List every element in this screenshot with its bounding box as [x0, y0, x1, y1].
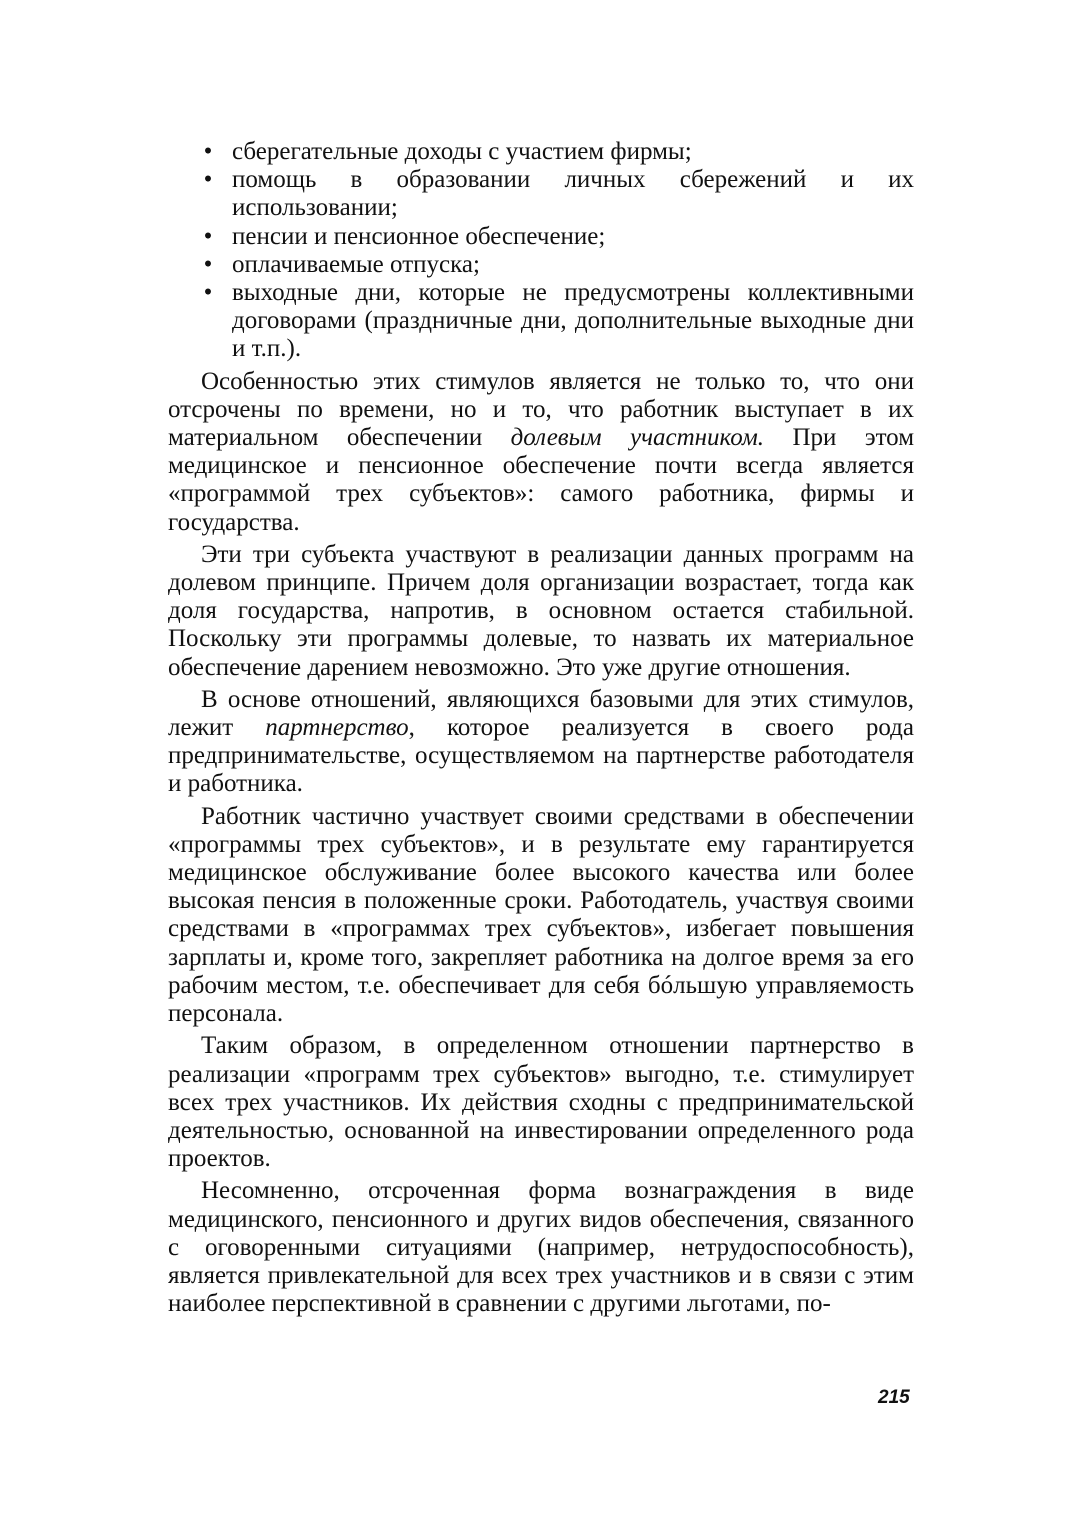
paragraph-features: [168, 368, 914, 537]
paragraph-deferred-reward: Несомненно, отсроченная форма вознаграждения в виде медицинского, пенсионного и других видов обеспечения, связанного с оговоренными ситуациями (например, нетрудоспособность), является привлекательной для всех трех участников и в связи с этим наиболее перспективной в сравнении с другими льготами, по-: [168, 1177, 914, 1318]
list-item: [168, 166, 914, 222]
benefits-list: [168, 138, 914, 364]
emphasis-term: партнерство: [265, 714, 409, 742]
list-item-text: пенсии и пенсионное обеспечение;: [232, 222, 606, 250]
paragraph-text: В основе отношений, являющихся базовыми для этих стимулов, лежит: [168, 685, 914, 742]
paragraph-partnership: [168, 686, 914, 799]
list-item: [168, 251, 914, 279]
list-item: [168, 223, 914, 251]
page-body: [168, 138, 914, 1322]
bullet-icon: •: [203, 222, 213, 250]
page-number: 215: [878, 1387, 910, 1408]
paragraph-text: , которое реализуется в своего рода предпринимательстве, осуществляемом на партнерстве работодателя и работника.: [168, 714, 914, 798]
bullet-icon: •: [203, 138, 213, 165]
list-item-text: сберегательные доходы с участием фирмы;: [232, 138, 692, 165]
list-item-text: выходные дни, которые не предусмотрены коллективными договорами (праздничные дни, дополнительные выходные дни и т.п.).: [232, 279, 914, 363]
list-item: [168, 279, 914, 364]
list-item: [168, 138, 914, 166]
bullet-icon: •: [203, 250, 213, 278]
paragraph-text: При этом медицинское и пенсионное обеспечение почти всегда является «программой трех субъектов»: самого работника, фирмы и государства.: [168, 424, 915, 536]
paragraph-conclusion: Таким образом, в определенном отношении партнерство в реализации «программ трех субъектов» выгодно, т.е. стимулирует всех трех участников. Их действия сходны с предпринимательской деятельностью, основанной на инвестировании определенного рода проектов.: [168, 1032, 914, 1173]
list-item-text: помощь в образовании личных сбережений и их использовании;: [232, 166, 914, 222]
bullet-icon: •: [203, 166, 213, 194]
emphasis-term: долевым участником.: [510, 424, 765, 452]
paragraph-text: Особенностью этих стимулов является не только то, что они отсрочены по времени, но и то, что работник выступает в их материальном обеспечении: [168, 367, 914, 452]
bullet-icon: •: [203, 279, 213, 307]
paragraph-three-subjects: Эти три субъекта участвуют в реализации данных программ на долевом принципе. Причем доля организации возрастает, тогда как доля государства, напротив, в основном остается стабильной. Поскольку эти программы долевые, то назвать их материальное обеспечение дарением невозможно. Это уже другие отношения.: [168, 540, 914, 681]
paragraph-employee: Работник частично участвует своими средствами в обеспечении «программы трех субъектов», и в результате ему гарантируется медицинское обслуживание более высокого качества или более высокая пенсия в положенные сроки. Работодатель, участвуя своими средствами в «программах трех субъектов», избегает повышения зарплаты и, кроме того, закрепляет работника на долгое время за его рабочим местом, т.е. обеспечивает для себя бóльшую управляемость персонала.: [168, 802, 914, 1028]
list-item-text: оплачиваемые отпуска;: [232, 250, 480, 278]
